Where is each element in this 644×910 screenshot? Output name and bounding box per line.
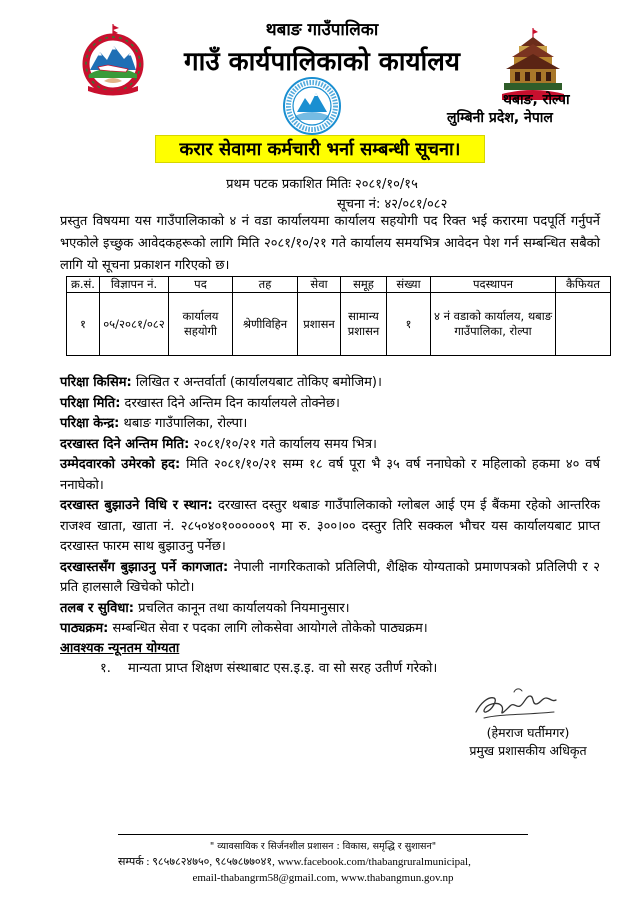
- table-header-cell: कैफियत: [556, 277, 611, 293]
- qualification-item-number: १.: [100, 661, 111, 676]
- table-cell: प्रशासन: [298, 293, 341, 356]
- detail-label: दरखास्तसँग बुझाउनु पर्ने कागजात:: [60, 559, 229, 575]
- detail-item: [60, 394, 600, 415]
- notice-number: सूचना नं: ४२/०८१/०८२: [337, 197, 448, 212]
- detail-label: परिक्षा किसिम:: [60, 375, 132, 390]
- table-cell: कार्यालय सहयोगी: [169, 293, 233, 356]
- table-cell: सामान्य प्रशासन: [341, 293, 387, 356]
- table-cell: १: [387, 293, 431, 356]
- address-line-1: थबाङ, रोल्पा: [503, 92, 570, 108]
- detail-text: लिखित र अन्तर्वार्ता (कार्यालयबाट तोकिए बमोजिम)।: [135, 375, 382, 390]
- detail-item: [60, 599, 600, 620]
- table-cell: ०५/२०८१/०८२: [100, 293, 169, 356]
- published-date: प्रथम पटक प्रकाशित मितिः २०८१/१०/१५: [226, 177, 418, 192]
- detail-label: परिक्षा मिति:: [60, 395, 121, 411]
- table-cell: [556, 293, 611, 356]
- table-row: [67, 293, 611, 356]
- detail-item: [60, 414, 600, 435]
- notice-title-banner: करार सेवामा कर्मचारी भर्ना सम्बन्धी सूचना।: [155, 135, 485, 163]
- detail-item: [60, 558, 600, 599]
- detail-item: [60, 435, 600, 456]
- table-header-cell: संख्या: [387, 277, 431, 293]
- detail-item: [60, 496, 600, 558]
- table-header-cell: विज्ञापन नं.: [100, 277, 169, 293]
- qualification-item-text: मान्यता प्राप्त शिक्षण संस्थाबाट एस.इ.इ. वा सो सरह उतीर्ण गरेको।: [128, 661, 438, 676]
- table-header-cell: पदस्थापन: [431, 277, 556, 293]
- signatory-name: (हेमराज घर्तीमगर): [486, 725, 570, 740]
- detail-text: मिति २०८१/१०/२१ सम्म १८ वर्ष पूरा भै ३५ वर्ष ननाघेको र महिलाको हकमा ४० वर्ष ननाघेको।: [60, 457, 601, 493]
- table-cell: १: [67, 293, 100, 356]
- signatory-title: प्रमुख प्रशासकीय अधिकृत: [469, 743, 587, 758]
- detail-text: नेपाली नागरिकताको प्रतिलिपी, शैक्षिक योग्यताको प्रमाणपत्रको प्रतिलिपी र २ प्रति हालसालै खिचेको फोटो।: [60, 559, 600, 595]
- table-cell: ४ नं वडाको कार्यालय, थबाङ गाउँपालिका, रोल्पा: [431, 293, 556, 356]
- vacancy-table: [66, 276, 611, 356]
- table-header-cell: क्र.सं.: [67, 277, 100, 293]
- detail-label: परिक्षा केन्द्र:: [60, 416, 120, 431]
- detail-text: दरखास्त दिने अन्तिम दिन कार्यालयले तोक्नेछ।: [124, 395, 340, 411]
- detail-label: पाठ्यक्रम:: [60, 621, 109, 636]
- footer-contact: सम्पर्क : ९८५७८२४७५०, ९८५७८७७०४१, www.facebook.com/thabangruralmunicipal,: [118, 856, 471, 868]
- table-header-cell: तह: [233, 277, 298, 293]
- table-header-cell: सेवा: [298, 277, 341, 293]
- municipality-seal-icon: [276, 76, 348, 140]
- detail-label: उम्मेदवारको उमेरको हद:: [60, 457, 181, 472]
- detail-item: [60, 373, 600, 394]
- detail-text: दरखास्त दस्तुर थबाङ गाउँपालिकाको ग्लोबल आई एम ई बैंकमा रहेको आन्तरिक राजश्व खाता, खाता नं. २८५०४०१००००००९ मा रु. ३००।०० दस्तुर तिरि सक्कल भौचर यस कार्यालयबाट प्राप्त दरखास्त फारम साथ बुझाउनु पर्नेछ।: [60, 498, 600, 554]
- detail-item: [60, 455, 600, 496]
- details-list: [60, 373, 600, 640]
- footer-motto: " व्यावसायिक र सिर्जनशील प्रशासन : विकास, समृद्धि र सुशासन": [209, 841, 437, 852]
- footer-web: email-thabangrm58@gmail.com, www.thabangmun.gov.np: [192, 872, 454, 884]
- table-header-row: [67, 277, 611, 293]
- table-cell: श्रेणीविहिन: [233, 293, 298, 356]
- table-header-cell: समूह: [341, 277, 387, 293]
- detail-text: २०८१/१०/२१ गते कार्यालय समय भित्र।: [193, 436, 377, 452]
- detail-label: दरखास्त दिने अन्तिम मिति:: [60, 436, 190, 452]
- detail-text: थबाङ गाउँपालिका, रोल्पा।: [123, 416, 248, 431]
- qualification-heading: आवश्यक न्यूनतम योग्यता: [60, 641, 180, 656]
- office-name: गाउँ कार्यपालिकाको कार्यालय: [184, 47, 460, 77]
- municipality-name: थबाङ गाउँपालिका: [265, 20, 379, 40]
- detail-text: सम्बन्धित सेवा र पदका लागि लोकसेवा आयोगले तोकेको पाठ्यक्रम।: [112, 621, 428, 636]
- table-header-cell: पद: [169, 277, 233, 293]
- footer-divider: [118, 834, 528, 835]
- detail-label: तलब र सुविधा:: [60, 600, 134, 616]
- address-line-2: लुम्बिनी प्रदेश, नेपाल: [447, 110, 553, 126]
- detail-text: प्रचलित कानून तथा कार्यालयको नियमानुसार।: [138, 600, 350, 616]
- intro-paragraph: प्रस्तुत विषयमा यस गाउँपालिकाको ४ नं वडा कार्यालयमा कार्यालय सहयोगी पद रिक्त भई करारमा पदपूर्ति गर्नुपर्ने भएकोले इच्छुक आवेदकहरूको लागि मिति २०८१/१०/२१ गते कार्यालय समयभित्र आवेदन पेश गर्न सम्बन्धित सबैको लागि यो सूचना प्रकाशन गरिएको छ।: [60, 214, 600, 273]
- detail-label: दरखास्त बुझाउने विधि र स्थान:: [60, 498, 213, 513]
- detail-item: [60, 619, 600, 640]
- handwritten-signature-icon: [470, 682, 562, 728]
